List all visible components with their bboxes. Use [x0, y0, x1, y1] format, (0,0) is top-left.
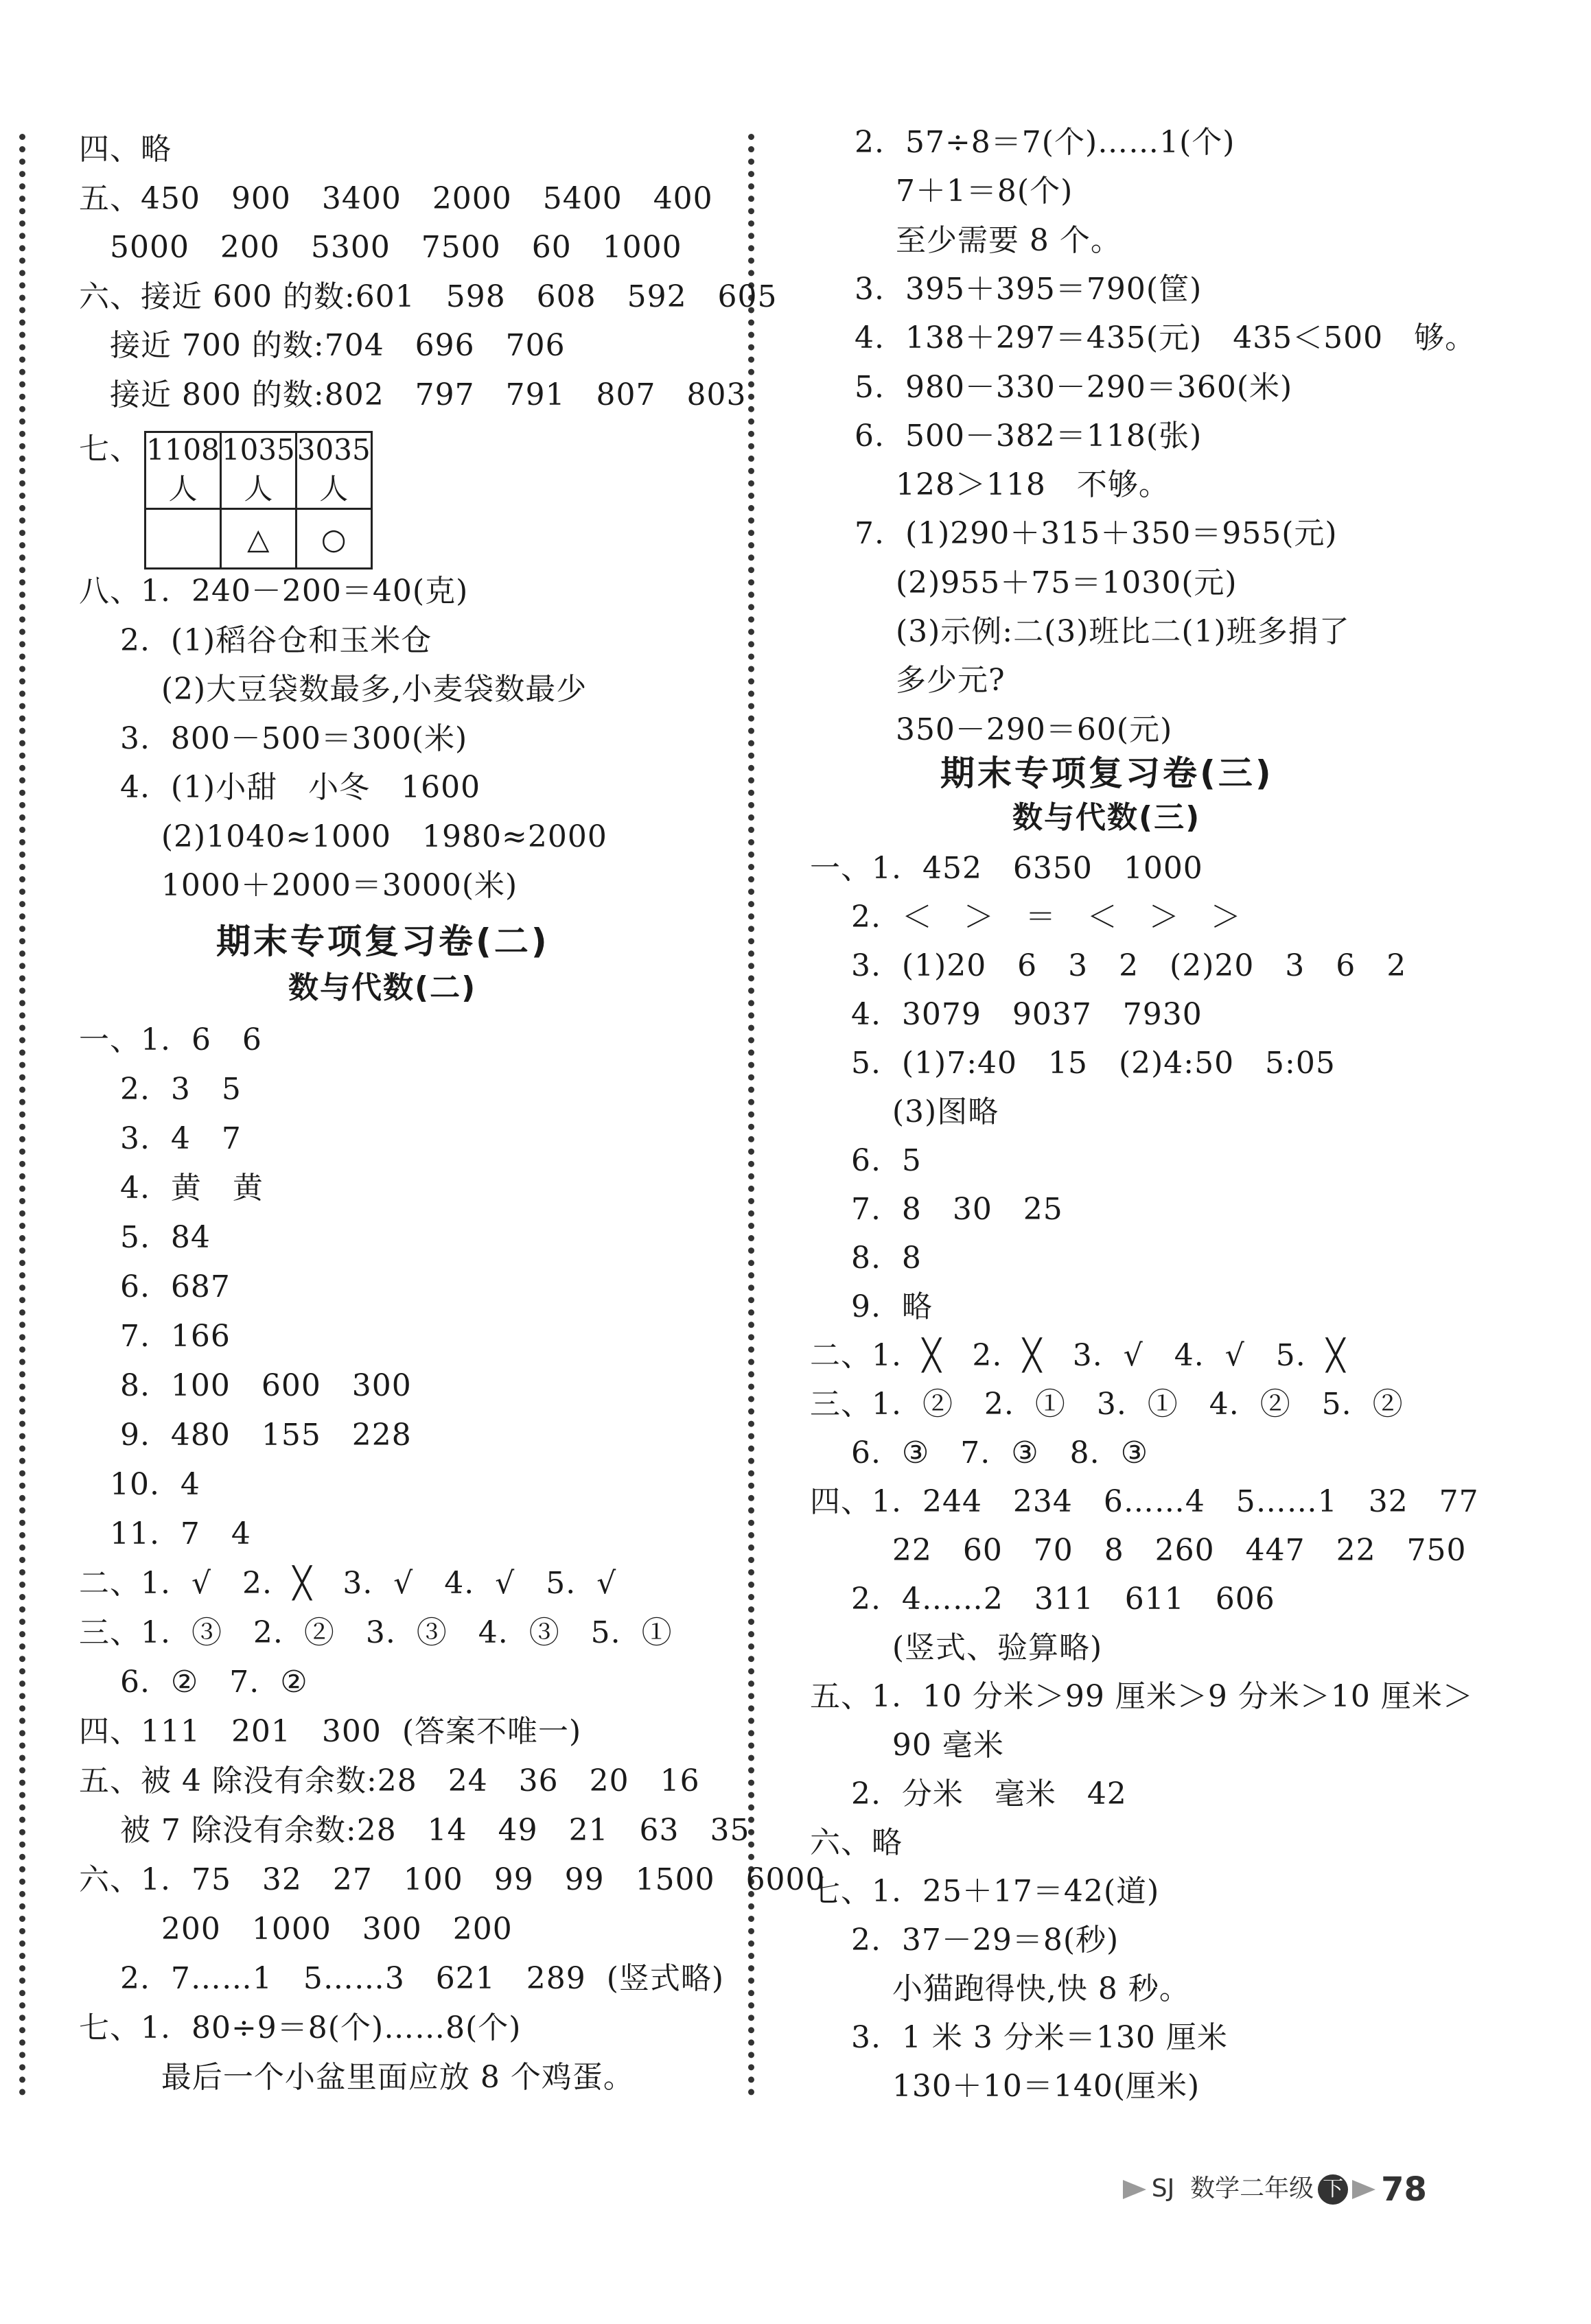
answer-table — [144, 431, 373, 570]
answer-line: 五、450 900 3400 2000 5400 400 — [79, 180, 713, 216]
subject-label: 数学二年级 — [1190, 2174, 1314, 2203]
answer-line: (3)图略 — [810, 1094, 999, 1129]
answer-line: 5. 84 — [79, 1220, 211, 1255]
answer-line: 8. 100 600 300 — [79, 1368, 412, 1403]
answer-line: 三、1. ③ 2. ② 3. ③ 4. ③ 5. ① — [79, 1615, 673, 1650]
arrow-icon — [1123, 2180, 1146, 2199]
answer-line: (3)示例:二(3)班比二(1)班多捐了 — [855, 614, 1350, 649]
answer-line: 130＋10＝140(厘米) — [810, 2069, 1200, 2104]
answer-line: 四、略 — [79, 132, 172, 167]
answer-line: 9. 略 — [810, 1289, 933, 1324]
answer-line: 1000＋2000＝3000(米) — [79, 868, 518, 903]
answer-line: 五、1. 10 分米＞99 厘米＞9 分米＞10 厘米＞ — [810, 1679, 1474, 1714]
answer-line: 2. (1)稻谷仓和玉米仓 — [79, 622, 432, 658]
answer-line: (2)1040≈1000 1980≈2000 — [79, 819, 607, 854]
answer-line: 3. 1 米 3 分米＝130 厘米 — [810, 2020, 1228, 2055]
answer-line: 5. (1)7:40 15 (2)4:50 5:05 — [810, 1046, 1336, 1081]
answer-line: 2. 37－29＝8(秒) — [810, 1923, 1119, 1958]
answer-line: 7. (1)290＋315＋350＝955(元) — [855, 516, 1338, 552]
section-7-label: 七、 — [79, 432, 141, 467]
page-footer — [1091, 2141, 1427, 2237]
answer-line: 多少元? — [855, 663, 1006, 699]
answer-line: 六、略 — [810, 1825, 903, 1860]
answer-line: 5000 200 5300 7500 60 1000 — [79, 230, 682, 265]
table-cell: 3035 人 — [296, 432, 371, 509]
answer-line: 五、被 4 除没有余数:28 24 36 20 16 — [79, 1763, 700, 1798]
answer-line: 四、1. 244 234 6……4 5……1 32 77 — [810, 1484, 1479, 1519]
answer-line: 8. 8 — [810, 1241, 922, 1276]
answer-line: 2. 3 5 — [79, 1072, 242, 1107]
answer-line: (竖式、验算略) — [810, 1630, 1103, 1665]
section-subheading-3: 数与代数(三) — [1012, 800, 1201, 835]
answer-line: 4. 138＋297＝435(元) 435＜500 够。 — [855, 320, 1476, 356]
answer-line: 二、1. √ 2. ╳ 3. √ 4. √ 5. √ — [79, 1566, 617, 1601]
answer-line: 2. ＜ ＞ ＝ ＜ ＞ ＞ — [810, 900, 1242, 935]
answer-line: 9. 480 155 228 — [79, 1418, 412, 1453]
answer-line: 10. 4 — [79, 1467, 200, 1502]
arrow-icon — [1352, 2180, 1375, 2199]
table-cell: 1035 人 — [220, 432, 296, 509]
answer-line: 7＋1＝8(个) — [855, 174, 1073, 209]
volume-badge: 下 — [1318, 2174, 1348, 2205]
answer-line: 90 毫米 — [810, 1728, 1004, 1763]
answer-line: 128＞118 不够。 — [855, 467, 1170, 503]
table-row-marks — [146, 509, 372, 569]
answer-line: 一、1. 6 6 — [79, 1022, 262, 1057]
section-heading-2: 期末专项复习卷(二) — [216, 922, 550, 961]
answer-line: 350－290＝60(元) — [855, 712, 1173, 747]
answer-line: 7. 8 30 25 — [810, 1192, 1063, 1227]
answer-line: 7. 166 — [79, 1319, 231, 1354]
table-cell: 1108 人 — [146, 432, 221, 509]
answer-line: 6. 5 — [810, 1143, 922, 1178]
answer-line: 6. 687 — [79, 1269, 231, 1304]
answer-line: 2. 4……2 311 611 606 — [810, 1582, 1275, 1617]
answer-line: 四、111 201 300 (答案不唯一) — [79, 1714, 582, 1749]
answer-line: 小猫跑得快,快 8 秒。 — [810, 1971, 1190, 2006]
table-cell — [146, 509, 221, 569]
answer-line: 三、1. ② 2. ① 3. ① 4. ② 5. ② — [810, 1387, 1404, 1422]
center-dotted-rule — [748, 134, 754, 2096]
answer-line: 3. 800－500＝300(米) — [79, 720, 468, 756]
answer-line: 11. 7 4 — [79, 1516, 251, 1551]
answer-line: 200 1000 300 200 — [79, 1912, 513, 1947]
answer-line: 3. 395＋395＝790(筐) — [855, 271, 1203, 307]
table-row-headers — [146, 432, 372, 509]
triangle-mark: △ — [220, 509, 296, 569]
answer-line: 4. 黄 黄 — [79, 1171, 264, 1206]
series-code: SJ — [1151, 2174, 1175, 2203]
answer-line: 六、接近 600 的数:601 598 608 592 605 — [79, 279, 778, 314]
section-heading-3: 期末专项复习卷(三) — [940, 753, 1274, 793]
answer-line: 二、1. ╳ 2. ╳ 3. √ 4. √ 5. ╳ — [810, 1338, 1346, 1373]
answer-line: (2)大豆袋数最多,小麦袋数最少 — [79, 672, 588, 707]
answer-line: 6. ③ 7. ③ 8. ③ — [810, 1435, 1149, 1470]
answer-line: 4. (1)小甜 小冬 1600 — [79, 770, 481, 805]
left-margin-dotted-rule — [19, 134, 25, 2096]
answer-line: 2. 7……1 5……3 621 289 (竖式略) — [79, 1961, 725, 1996]
answer-line: 4. 3079 9037 7930 — [810, 997, 1203, 1032]
answer-line: (2)955＋75＝1030(元) — [855, 565, 1238, 600]
answer-line: 最后一个小盆里面应放 8 个鸡蛋。 — [79, 2060, 634, 2095]
circle-mark: ○ — [296, 509, 371, 569]
answer-line: 6. 500－382＝118(张) — [855, 418, 1203, 454]
answer-line: 一、1. 452 6350 1000 — [810, 851, 1203, 886]
answer-line: 2. 分米 毫米 42 — [810, 1776, 1127, 1811]
answer-line: 3. 4 7 — [79, 1121, 242, 1156]
answer-line: 至少需要 8 个。 — [855, 222, 1122, 258]
answer-line: 3. (1)20 6 3 2 (2)20 3 6 2 — [810, 948, 1407, 983]
answer-line: 七、1. 80÷9＝8(个)……8(个) — [79, 2010, 522, 2045]
answer-line: 八、1. 240－200＝40(克) — [79, 574, 469, 609]
page-number: 78 — [1381, 2170, 1427, 2209]
answer-line: 接近 700 的数:704 696 706 — [79, 328, 566, 363]
answer-line: 5. 980－330－290＝360(米) — [855, 369, 1293, 405]
answer-line: 七、1. 25＋17＝42(道) — [810, 1874, 1160, 1909]
answer-line: 22 60 70 8 260 447 22 750 — [810, 1533, 1467, 1568]
answer-line: 接近 800 的数:802 797 791 807 803 — [79, 377, 747, 412]
answer-line: 被 7 除没有余数:28 14 49 21 63 35 — [79, 1813, 750, 1848]
answer-line: 6. ② 7. ② — [79, 1665, 308, 1700]
answer-line: 2. 57÷8＝7(个)……1(个) — [855, 125, 1235, 160]
section-subheading-2: 数与代数(二) — [288, 970, 477, 1005]
answer-line: 六、1. 75 32 27 100 99 99 1500 6000 — [79, 1862, 826, 1897]
